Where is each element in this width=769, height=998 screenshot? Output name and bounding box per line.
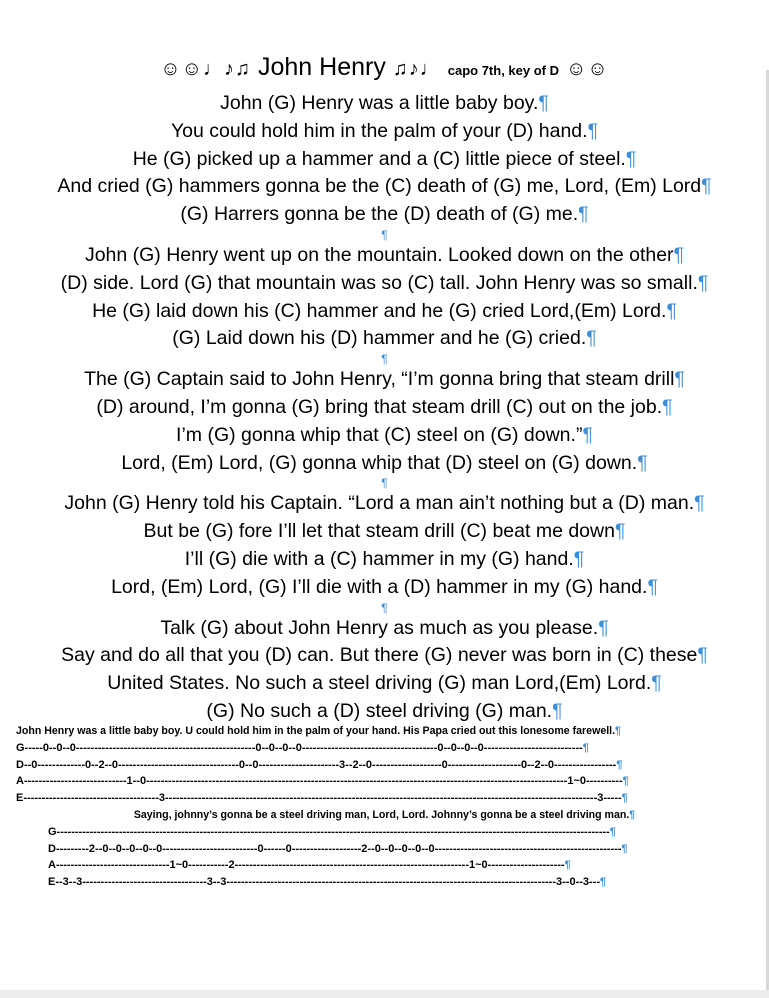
lyric-text: John (G) Henry was a little baby boy. bbox=[220, 92, 539, 114]
lyric-text: John (G) Henry told his Captain. “Lord a man ain’t nothing but a (D) man. bbox=[64, 492, 695, 515]
lyric-text: John (G) Henry went up on the mountain. Looked down on the other bbox=[84, 243, 674, 266]
paragraph-mark-icon: ¶ bbox=[616, 758, 623, 771]
song-title: John Henry bbox=[257, 53, 386, 81]
lyric-line bbox=[0, 546, 769, 574]
paragraph-mark-icon: ¶ bbox=[582, 423, 593, 446]
tab-string-a: A----------------------------1--0-------------------------------------------------------------------------------------------------------------------1~0----------¶ bbox=[16, 775, 629, 788]
paragraph-mark-icon: ¶ bbox=[622, 775, 629, 788]
lyric-text: He (G) laid down his (C) hammer and he (G) cried Lord,(Em) Lord. bbox=[92, 299, 667, 322]
song-title-line bbox=[0, 52, 769, 86]
tablature-block bbox=[0, 723, 769, 891]
paragraph-mark-icon: ¶ bbox=[694, 492, 705, 515]
lyric-line bbox=[0, 325, 769, 353]
paragraph-mark-icon: ¶ bbox=[674, 368, 685, 391]
tab-string-e: E-------------------------------------3----------------------------------------------------------------------------------------------------------------------3-----¶ bbox=[16, 792, 628, 805]
paragraph-mark-icon: ¶ bbox=[651, 672, 662, 695]
lyric-text: Say and do all that you (D) can. But there (G) never was born in (C) these bbox=[61, 644, 698, 667]
paragraph-mark-icon: ¶ bbox=[552, 699, 563, 722]
music-notes-icons: ♫♪♩ bbox=[392, 58, 441, 80]
lyric-line bbox=[0, 173, 769, 201]
tab-string-d: D---------2--0--0--0--0--0--------------------------0------0-------------------2--0--0--0--0--0---------------------------------------------------¶ bbox=[48, 842, 628, 855]
capo-note: capo 7th, key of D bbox=[447, 63, 559, 78]
paragraph-mark-icon: ¶ bbox=[673, 243, 685, 266]
tab-lyrics-line: Saying, johnny’s gonna be a steel driving man, Lord, Lord. Johnny’s gonna be a steel driving man.¶ bbox=[133, 808, 636, 821]
lyric-text: I’ll (G) die with a (C) hammer in my (G) hand. bbox=[184, 547, 574, 570]
lyric-text: He (G) picked up a hammer and a (C) little piece of steel. bbox=[132, 147, 626, 170]
lyric-line bbox=[0, 642, 769, 670]
lyric-text: (D) around, I’m gonna (G) bring that steam drill (C) out on the job. bbox=[96, 395, 663, 418]
paragraph-mark-icon: ¶ bbox=[582, 741, 589, 754]
lyric-line bbox=[0, 450, 769, 478]
paragraph-mark-icon: ¶ bbox=[621, 792, 628, 805]
paragraph-mark-icon: ¶ bbox=[381, 476, 388, 491]
lyric-text: And cried (G) hammers gonna be the (C) death of (G) me, Lord, (Em) Lord bbox=[57, 175, 702, 198]
lyric-line bbox=[0, 146, 769, 174]
paragraph-mark-icon: ¶ bbox=[625, 147, 637, 170]
lyric-line bbox=[0, 394, 769, 422]
lyric-line bbox=[0, 242, 769, 270]
lyric-text: Lord, (Em) Lord, (G) gonna whip that (D) steel on (G) down. bbox=[121, 451, 638, 474]
lyric-text: I’m (G) gonna whip that (C) steel on (G) down.” bbox=[176, 423, 583, 446]
tab-string-g: G-----0--0--0-------------------------------------------------0--0--0--0-------------------------------------0--0--0--0---------------------------¶ bbox=[16, 741, 589, 754]
paragraph-mark-icon: ¶ bbox=[598, 616, 609, 639]
lyrics-block bbox=[0, 90, 769, 726]
lyric-line bbox=[0, 574, 769, 602]
smiley-music-icons: ☺☺♩♪♫ bbox=[160, 58, 252, 80]
tab-lyrics-line: John Henry was a little baby boy. U could hold him in the palm of your hand. His Papa cried out this lonesome farewell.¶ bbox=[16, 725, 621, 737]
paragraph-mark-icon: ¶ bbox=[697, 644, 708, 667]
paragraph-mark-icon: ¶ bbox=[564, 859, 571, 872]
lyric-line bbox=[0, 698, 769, 726]
lyric-text: (G) Laid down his (D) hammer and he (G) cried. bbox=[172, 327, 587, 350]
lyric-text: The (G) Captain said to John Henry, “I’m gonna bring that steam drill bbox=[84, 368, 675, 391]
lyric-text: (G) No such a (D) steel driving (G) man. bbox=[206, 699, 553, 722]
lyric-line bbox=[0, 90, 769, 118]
tab-string-d: D--0-------------0--2--0---------------------------------0--0----------------------3--2--0-------------------0--------------------0--2--0-----------------¶ bbox=[16, 758, 623, 771]
lyric-text: (D) side. Lord (G) that mountain was so (C) tall. John Henry was so small. bbox=[60, 271, 698, 294]
paragraph-mark-icon: ¶ bbox=[573, 547, 585, 570]
paragraph-mark-icon: ¶ bbox=[615, 725, 621, 737]
paragraph-mark-icon: ¶ bbox=[578, 203, 589, 226]
paragraph-mark-icon: ¶ bbox=[538, 92, 549, 114]
paragraph-mark-icon: ¶ bbox=[609, 825, 616, 838]
lyric-line bbox=[0, 118, 769, 146]
lyric-text: Lord, (Em) Lord, (G) I’ll die with a (D) hammer in my (G) hand. bbox=[111, 575, 648, 598]
lyric-text: Talk (G) about John Henry as much as you please. bbox=[160, 616, 599, 639]
tab-string-a: A-------------------------------1~0-----------2----------------------------------------------------------------1~0---------------------¶ bbox=[48, 859, 571, 872]
paragraph-mark-icon: ¶ bbox=[587, 119, 599, 142]
paragraph-mark-icon: ¶ bbox=[600, 876, 607, 889]
lyric-line bbox=[0, 490, 769, 518]
paragraph-mark-icon: ¶ bbox=[381, 600, 388, 615]
tab-string-e: E--3--3----------------------------------3--3------------------------------------------------------------------------------------------3--0--3---¶ bbox=[48, 876, 607, 889]
lyric-line bbox=[0, 615, 769, 643]
lyric-line bbox=[0, 270, 769, 298]
paragraph-mark-icon: ¶ bbox=[629, 808, 636, 821]
paragraph-mark-icon: ¶ bbox=[697, 271, 709, 294]
paragraph-mark-icon: ¶ bbox=[621, 842, 628, 855]
paragraph-mark-icon: ¶ bbox=[614, 520, 626, 543]
lyric-text: (G) Harrers gonna be the (D) death of (G) me. bbox=[180, 203, 579, 226]
stanza-break bbox=[0, 602, 769, 615]
stanza-break bbox=[0, 353, 769, 366]
paragraph-mark-icon: ¶ bbox=[662, 395, 673, 418]
paragraph-mark-icon: ¶ bbox=[666, 299, 677, 322]
lyric-line bbox=[0, 422, 769, 450]
lyric-line bbox=[0, 518, 769, 546]
paragraph-mark-icon: ¶ bbox=[637, 451, 648, 474]
paragraph-mark-icon: ¶ bbox=[381, 227, 388, 242]
smiley-icons: ☺☺ bbox=[565, 58, 609, 80]
lyric-line bbox=[0, 298, 769, 326]
paragraph-mark-icon: ¶ bbox=[647, 575, 658, 598]
lyric-line bbox=[0, 670, 769, 698]
paragraph-mark-icon: ¶ bbox=[701, 175, 712, 198]
stanza-break bbox=[0, 229, 769, 242]
lyric-text: United States. No such a steel driving (G) man Lord,(Em) Lord. bbox=[107, 672, 652, 695]
tab-string-g: G-------------------------------------------------------------------------------------------------------------------------------------------------------¶ bbox=[48, 825, 616, 838]
paragraph-mark-icon: ¶ bbox=[381, 352, 388, 367]
lyric-line bbox=[0, 201, 769, 229]
lyric-line bbox=[0, 366, 769, 394]
lyric-text: But be (G) fore I’ll let that steam drill (C) beat me down bbox=[143, 520, 615, 543]
paragraph-mark-icon: ¶ bbox=[586, 327, 597, 350]
lyric-text: You could hold him in the palm of your (D) hand. bbox=[170, 119, 588, 142]
stanza-break bbox=[0, 477, 769, 490]
